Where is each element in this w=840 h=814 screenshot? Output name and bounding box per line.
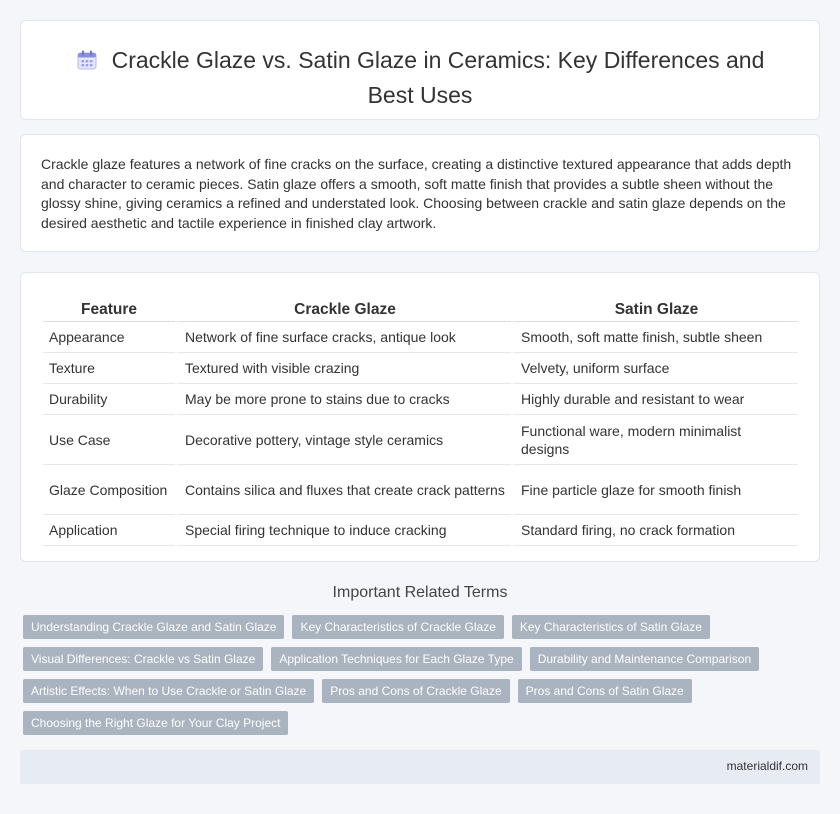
related-term-tag[interactable]: Durability and Maintenance Comparison xyxy=(530,647,759,671)
table-cell-feature: Use Case xyxy=(43,415,175,465)
table-cell-satin: Functional ware, modern minimalist designs xyxy=(511,415,798,465)
table-cell-feature: Glaze Composition xyxy=(43,465,175,515)
table-row xyxy=(43,384,798,415)
table-cell-satin: Smooth, soft matte finish, subtle sheen xyxy=(511,322,798,353)
intro-paragraph: Crackle glaze features a network of fine cracks on the surface, creating a distinctive textured appearance that adds depth and character to ceramic pieces. Satin glaze offers a smooth, soft matte finish that provides a subtle sheen without the glossy shine, giving ceramics a refined and understated look. Choosing between crackle and satin glaze depends on the desired aesthetic and tactile experience in finished clay artwork. xyxy=(41,156,792,231)
table-row xyxy=(43,322,798,353)
table-cell-feature: Durability xyxy=(43,384,175,415)
title-card xyxy=(20,20,820,120)
title-wrap xyxy=(61,44,779,111)
related-term-tag[interactable]: Visual Differences: Crackle vs Satin Glaze xyxy=(23,647,263,671)
table-cell-satin: Fine particle glaze for smooth finish xyxy=(511,465,798,515)
table-cell-crackle: Network of fine surface cracks, antique look xyxy=(175,322,511,353)
related-term-tag[interactable]: Key Characteristics of Satin Glaze xyxy=(512,615,710,639)
comparison-card xyxy=(20,272,820,562)
table-row xyxy=(43,415,798,465)
related-term-tag[interactable]: Pros and Cons of Satin Glaze xyxy=(518,679,692,703)
header-satin: Satin Glaze xyxy=(511,297,798,322)
table-cell-crackle: Special firing technique to induce cracking xyxy=(175,515,511,546)
table-cell-crackle: May be more prone to stains due to cracks xyxy=(175,384,511,415)
calendar-icon xyxy=(76,47,98,79)
footer-site-link[interactable]: materialdif.com xyxy=(726,759,808,773)
table-cell-crackle: Contains silica and fluxes that create crack patterns xyxy=(175,465,511,515)
table-cell-feature: Texture xyxy=(43,353,175,384)
table-cell-crackle: Decorative pottery, vintage style ceramics xyxy=(175,415,511,465)
related-term-tag[interactable]: Choosing the Right Glaze for Your Clay Project xyxy=(23,711,288,735)
page-title xyxy=(61,44,779,111)
intro-card xyxy=(20,134,820,252)
table-cell-satin: Standard firing, no crack formation xyxy=(511,515,798,546)
table-header-row xyxy=(43,297,798,322)
related-term-tag[interactable]: Artistic Effects: When to Use Crackle or Satin Glaze xyxy=(23,679,314,703)
related-terms-list xyxy=(23,615,813,735)
related-term-tag[interactable]: Key Characteristics of Crackle Glaze xyxy=(292,615,503,639)
header-feature: Feature xyxy=(43,297,175,322)
table-cell-satin: Velvety, uniform surface xyxy=(511,353,798,384)
related-term-tag[interactable]: Pros and Cons of Crackle Glaze xyxy=(322,679,509,703)
related-term-tag[interactable]: Application Techniques for Each Glaze Type xyxy=(271,647,521,671)
comparison-table xyxy=(43,297,798,546)
table-row xyxy=(43,353,798,384)
table-row xyxy=(43,465,798,515)
table-cell-feature: Appearance xyxy=(43,322,175,353)
table-cell-crackle: Textured with visible crazing xyxy=(175,353,511,384)
table-cell-satin: Highly durable and resistant to wear xyxy=(511,384,798,415)
table-row xyxy=(43,515,798,546)
footer xyxy=(20,750,820,784)
related-terms-title: Important Related Terms xyxy=(332,584,508,601)
table-cell-feature: Application xyxy=(43,515,175,546)
page-title-text: Crackle Glaze vs. Satin Glaze in Ceramics: Key Differences and Best Uses xyxy=(111,47,765,108)
related-term-tag[interactable]: Understanding Crackle Glaze and Satin Glaze xyxy=(23,615,284,639)
header-crackle: Crackle Glaze xyxy=(175,297,511,322)
